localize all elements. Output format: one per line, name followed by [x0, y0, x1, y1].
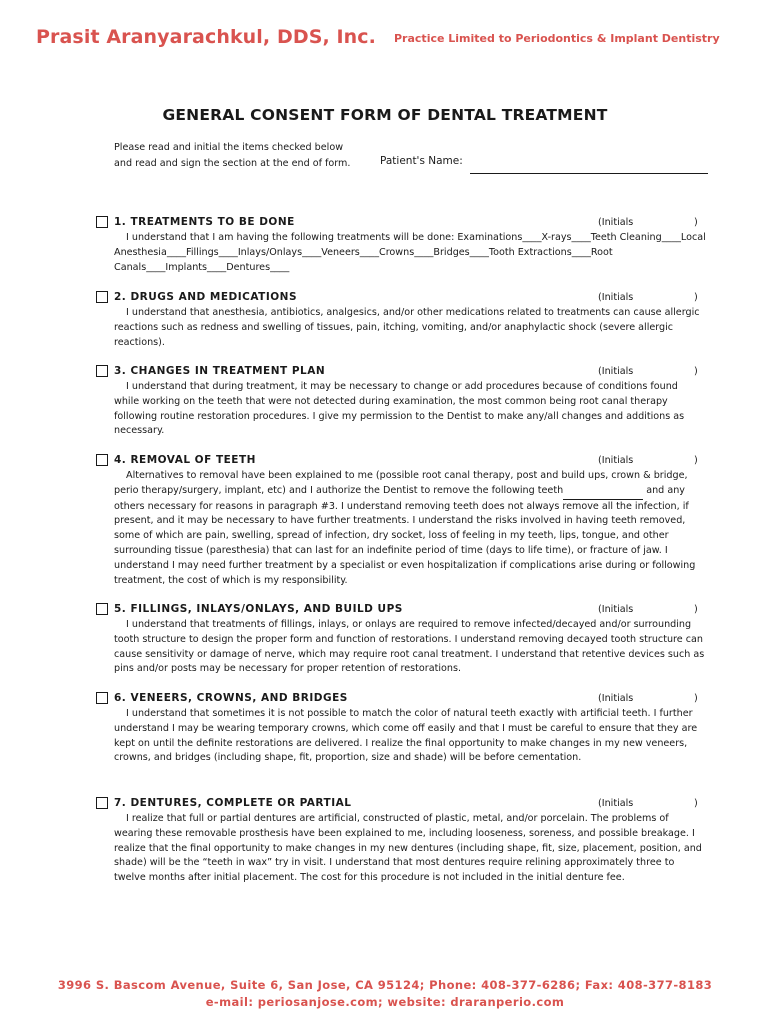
initials-field[interactable]: (Initials: [598, 604, 634, 615]
section-header: [96, 364, 708, 379]
section-checkbox[interactable]: [96, 603, 108, 615]
patient-name-field[interactable]: [470, 173, 708, 174]
section-dentures: [96, 796, 708, 886]
intro-line-2: and read and sign the section at the end of form.: [114, 158, 351, 169]
footer-contact: e-mail: periosanjose.com; website: draranperio.com: [205, 995, 565, 1009]
section-header: [96, 602, 708, 617]
section-text: I understand that anesthesia, antibiotics, analgesics, and/or other medications related to treatments can cause allergic reactions such as redness and swelling of tissues, pain, itching, vomiting, and/or anaphylactic shock (severe allergic reactions).: [114, 307, 700, 348]
section-header: [96, 215, 708, 230]
initials-close: ): [694, 366, 698, 377]
section-drugs: [96, 290, 708, 350]
patient-name-label: Patient's Name:: [380, 155, 463, 167]
practice-tagline: Practice Limited to Periodontics & Implant Dentistry: [394, 32, 720, 45]
initials-close: ): [694, 693, 698, 704]
section-checkbox[interactable]: [96, 692, 108, 704]
doctor-name-heading: Prasit Aranyarachkul, DDS, Inc.: [36, 26, 376, 48]
section-body: [114, 380, 706, 439]
section-title: 6. VENEERS, CROWNS, AND BRIDGES: [114, 692, 348, 704]
section-checkbox[interactable]: [96, 365, 108, 377]
section-body: [114, 812, 706, 886]
section-text: I understand that I am having the following treatments will be done: Examinations____X-rays____Teeth Cleaning____Local Anesthesia____Fillings____Inlays/Onlays____Veneers____Crowns____Bridges____Tooth Extractions____Root Canals____Implants____Dentures____: [114, 232, 706, 273]
intro-line-1: Please read and initial the items checked below: [114, 142, 344, 153]
footer-address: 3996 S. Bascom Avenue, Suite 6, San Jose, CA 95124; Phone: 408-377-6286; Fax: 408-377-8183: [57, 978, 713, 992]
initials-close: ): [694, 604, 698, 615]
section-body: [114, 707, 706, 766]
section-veneers: [96, 691, 708, 766]
section-text: I understand that treatments of fillings, inlays, or onlays are required to remove infected/decayed and/or surrounding tooth structure to design the proper form and function of restorations. I understand removing decayed tooth structure can cause sensitivity or damage of nerve, which may require root canal treatment. I understand that retentive devices such as pins and/or posts may be necessary for proper retention of restorations.: [114, 619, 705, 675]
section-title: 3. CHANGES IN TREATMENT PLAN: [114, 365, 326, 377]
initials-field[interactable]: (Initials: [598, 798, 634, 809]
section-title: 2. DRUGS AND MEDICATIONS: [114, 291, 298, 303]
section-title: 5. FILLINGS, INLAYS/ONLAYS, AND BUILD UPS: [114, 603, 403, 615]
section-body: [114, 231, 706, 275]
initials-field[interactable]: (Initials: [598, 366, 634, 377]
section-title: 4. REMOVAL OF TEETH: [114, 454, 256, 466]
section-fillings: [96, 602, 708, 677]
section-checkbox[interactable]: [96, 216, 108, 228]
section-header: [96, 453, 708, 468]
initials-field[interactable]: (Initials: [598, 693, 634, 704]
section-header: [96, 290, 708, 305]
section-header: [96, 691, 708, 706]
section-text-part-2: and any others necessary for reasons in paragraph #3. I understand removing teeth does not always remove all the infection, if present, and it may be necessary to have further treatments. I understand the risks involved in having teeth removed, some of which are pain, swelling, spread of infection, dry socket, loss of feeling in my teeth, lips, tongue, and other surrounding tissue (paresthesia) that can last for an indefinite period of time (days to life time), or fracture of jaw. I understand I may need further treatment by a specialist or even hospitalization if complications arise during or following treatment, the cost of which is my responsibility.: [114, 484, 696, 586]
section-header: [96, 796, 708, 811]
section-text: I understand that sometimes it is not possible to match the color of natural teeth exactly with artificial teeth. I further understand I may be wearing temporary crowns, which come off easily and that I must be careful to ensure that they are kept on until the definite restorations are delivered. I realize the final opportunity to make changes in my new veneers, crowns, and bridges (including shape, fit, proportion, size and shade) will be before cementation.: [114, 708, 698, 764]
section-checkbox[interactable]: [96, 797, 108, 809]
section-changes: [96, 364, 708, 439]
form-title: GENERAL CONSENT FORM OF DENTAL TREATMENT: [162, 106, 608, 124]
section-title: 1. TREATMENTS TO BE DONE: [114, 216, 295, 228]
section-body: [114, 469, 706, 588]
section-text: I realize that full or partial dentures are artificial, constructed of plastic, metal, and/or porcelain. The problems of wearing these removable prosthesis have been explained to me, including looseness, soreness, and possible breakage. I realize that the final opportunity to make changes in my new dentures (including shape, fit, size, placement, position, and shade) will be the “teeth in wax” try in visit. I understand that most dentures require relining approximately three to twelve months after initial placement. The cost for this procedure is not included in the initial denture fee.: [114, 813, 702, 884]
section-text: I understand that during treatment, it may be necessary to change or add procedures because of conditions found while working on the teeth that were not detected during examination, the most common being root canal therapy following routine restoration procedures. I give my permission to the Dentist to make any/all changes and additions as necessary.: [114, 381, 685, 437]
initials-field[interactable]: (Initials: [598, 292, 634, 303]
initials-close: ): [694, 217, 698, 228]
initials-close: ): [694, 798, 698, 809]
section-body: [114, 618, 706, 677]
section-checkbox[interactable]: [96, 454, 108, 466]
initials-field[interactable]: (Initials: [598, 217, 634, 228]
section-text: [114, 469, 706, 588]
initials-field[interactable]: (Initials: [598, 455, 634, 466]
section-removal: [96, 453, 708, 588]
section-title: 7. DENTURES, COMPLETE OR PARTIAL: [114, 797, 352, 809]
initials-close: ): [694, 292, 698, 303]
section-body: [114, 306, 706, 350]
initials-close: ): [694, 455, 698, 466]
teeth-to-remove-field[interactable]: [563, 484, 643, 500]
intro-instructions: [114, 140, 350, 172]
section-checkbox[interactable]: [96, 291, 108, 303]
section-treatments: [96, 215, 708, 275]
section-text-part-1: Alternatives to removal have been explained to me (possible root canal therapy, post and build ups, crown & bridge, perio therapy/surgery, implant, etc) and I authorize the Dentist to remove the following teeth: [114, 470, 688, 496]
